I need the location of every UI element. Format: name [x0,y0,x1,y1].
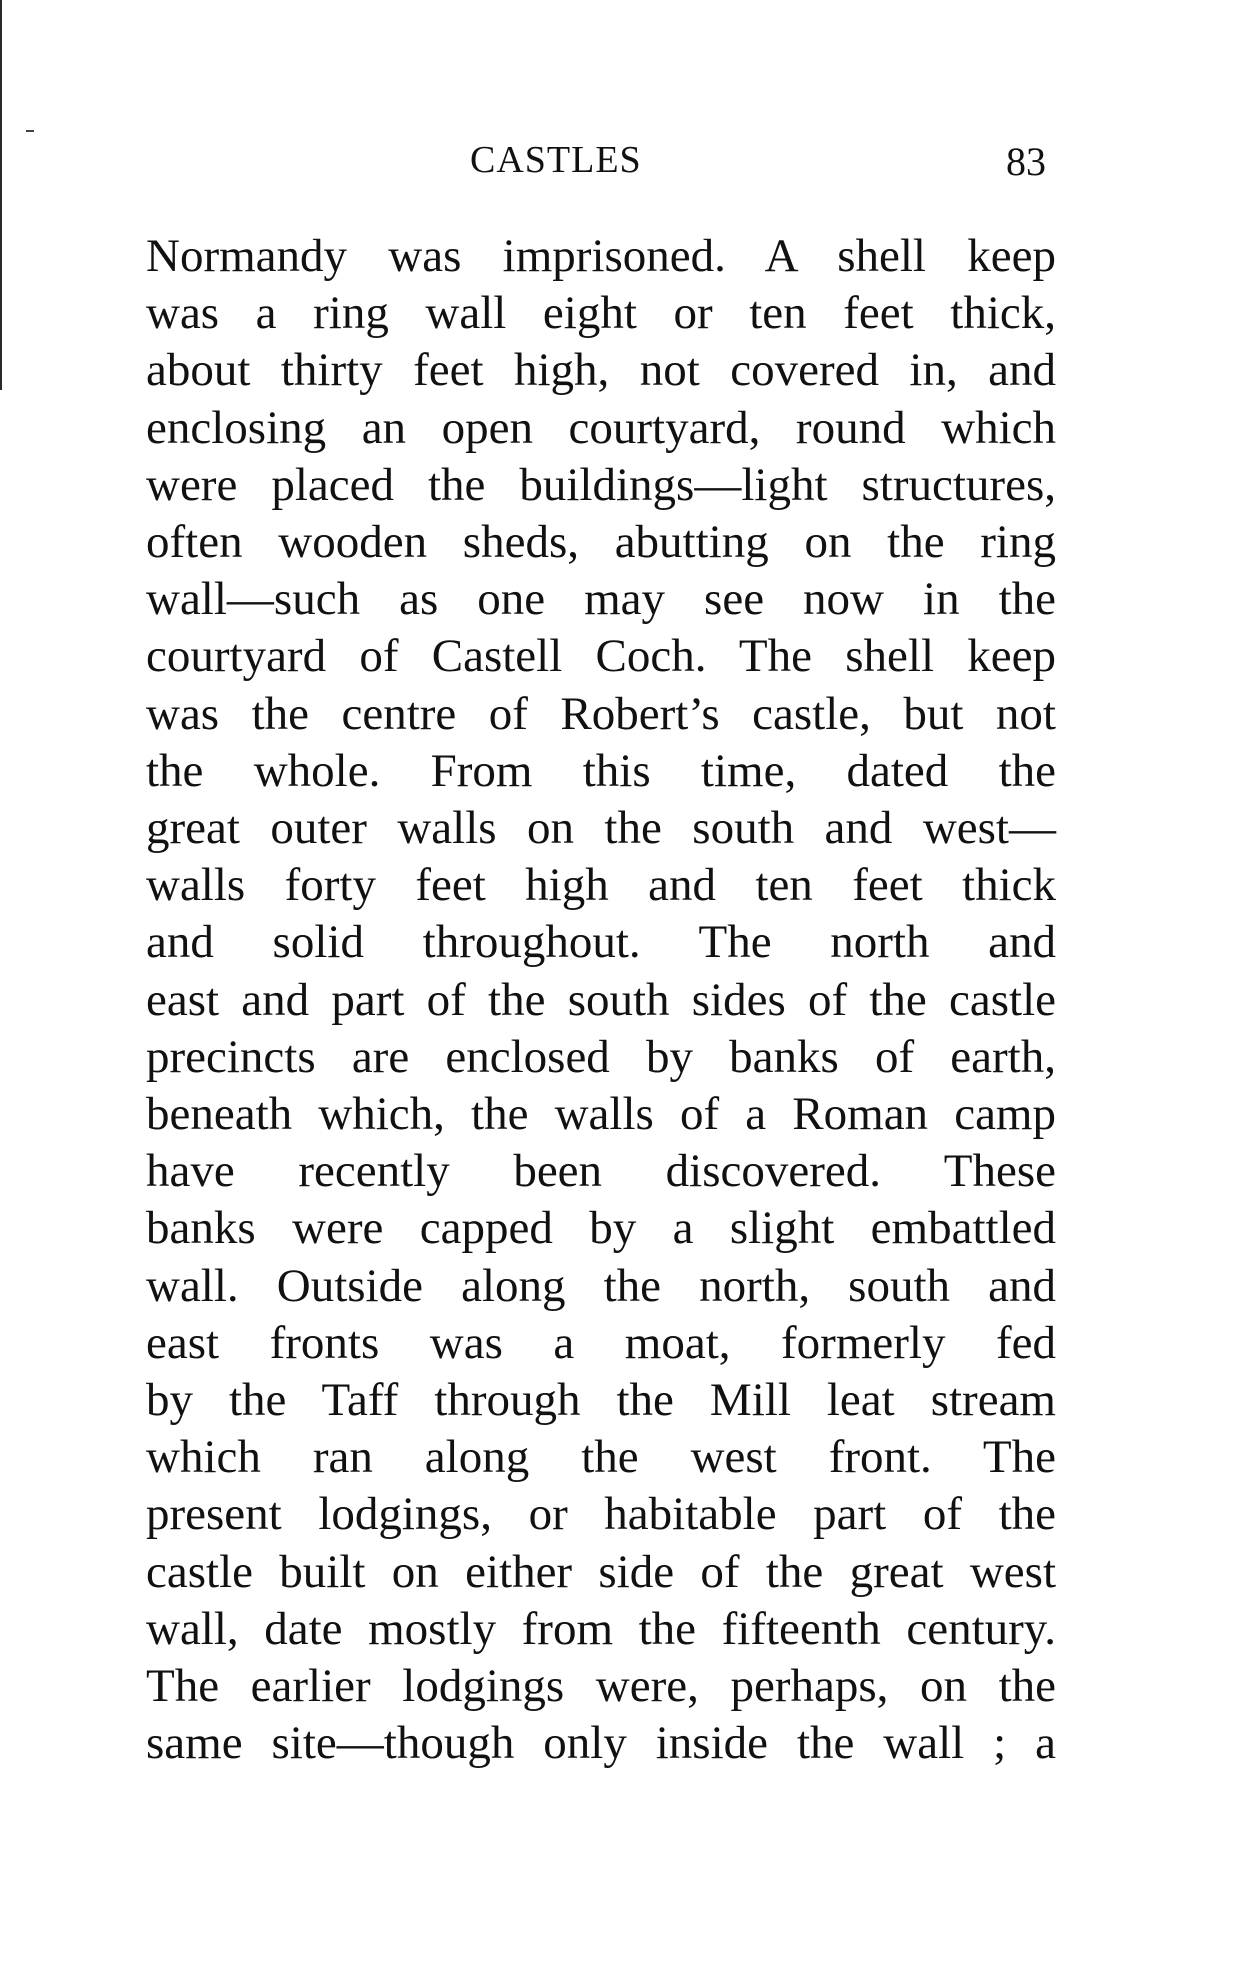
text-line: banks were capped by a slight embattled [146,1202,1056,1255]
text-line: wall. Outside along the north, south and [146,1259,1056,1312]
page-number: 83 [1006,139,1046,184]
text-line: Normandy was imprisoned. A shell keep [146,230,1056,282]
text-line: often wooden sheds, abutting on the ring [146,516,1056,569]
text-line: beneath which, the walls of a Roman camp [146,1088,1056,1141]
text-line: which ran along the west front. The [146,1431,1056,1484]
binding-edge [0,0,2,390]
margin-mark [26,130,34,132]
text-line: The earlier lodgings were, perhaps, on the [146,1660,1056,1713]
text-line: by the Taff through the Mill leat stream [146,1374,1056,1427]
text-line: was a ring wall eight or ten feet thick, [146,287,1056,340]
body-text [146,228,1056,1772]
text-line: about thirty feet high, not covered in, and [146,344,1056,397]
text-line: great outer walls on the south and west— [146,802,1056,855]
text-line: east and part of the south sides of the castle [146,973,1056,1026]
text-line: castle built on either side of the great west [146,1545,1056,1598]
text-line: were placed the buildings—light structures, [146,458,1056,511]
text-line: courtyard of Castell Coch. The shell keep [146,630,1056,683]
text-line: wall—such as one may see now in the [146,573,1056,626]
text-line: wall, date mostly from the fifteenth century. [146,1602,1056,1655]
text-line: precincts are enclosed by banks of earth, [146,1030,1056,1083]
text-line: have recently been discovered. These [146,1145,1056,1198]
running-head: CASTLES [470,139,642,181]
text-line: and solid throughout. The north and [146,916,1056,969]
text-line: east fronts was a moat, formerly fed [146,1316,1056,1369]
text-line: was the centre of Robert’s castle, but not [146,687,1056,740]
text-line: enclosing an open courtyard, round which [146,401,1056,454]
text-line: present lodgings, or habitable part of the [146,1488,1056,1541]
text-line: walls forty feet high and ten feet thick [146,859,1056,912]
text-line: the whole. From this time, dated the [146,744,1056,797]
text-line: same site—though only inside the wall ; a [146,1717,1056,1770]
